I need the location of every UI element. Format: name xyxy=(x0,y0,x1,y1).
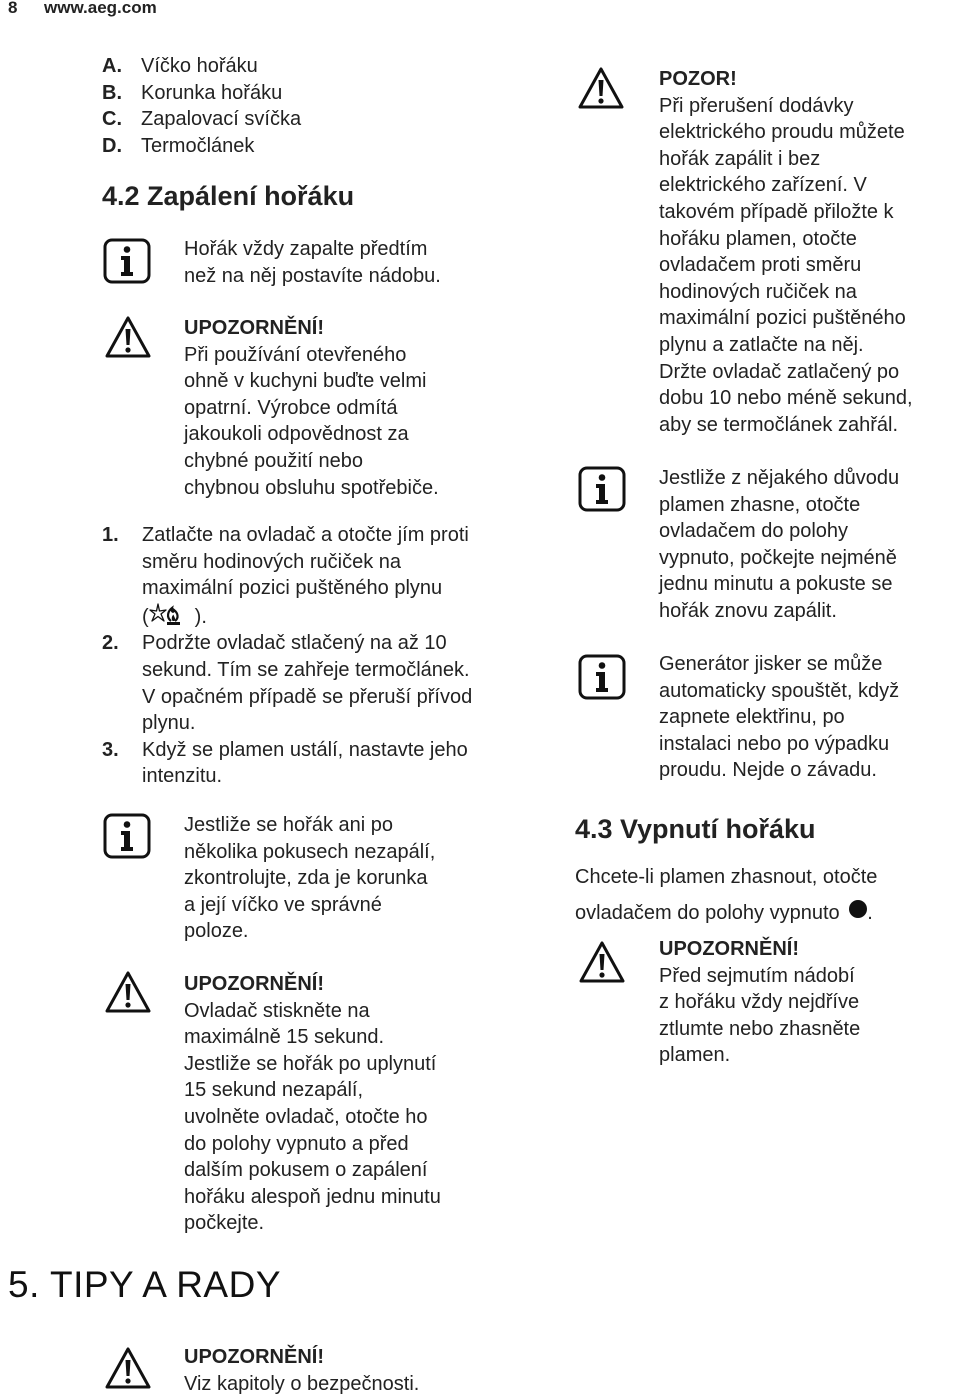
ignition-steps xyxy=(102,522,542,790)
warning-title: UPOZORNĚNÍ! xyxy=(184,1346,324,1368)
list-item: B. Korunka hořáku xyxy=(102,81,283,104)
off-position-dot-icon xyxy=(849,900,867,918)
page-number: 8 xyxy=(8,0,18,17)
warning-title: UPOZORNĚNÍ! xyxy=(184,973,324,995)
warning-note-3: UPOZORNĚNÍ! Viz kapitoly o bezpečnosti. xyxy=(184,1346,420,1395)
warning-icon xyxy=(577,66,625,110)
max-flame-symbol-icon xyxy=(149,602,195,628)
warning-title: UPOZORNĚNÍ! xyxy=(184,317,324,339)
info-note-1: Hořák vždy zapalte předtím než na něj postavíte nádobu. xyxy=(184,238,441,287)
parts-list xyxy=(102,53,422,159)
section-heading-4-3: 4.3 Vypnutí hořáku xyxy=(575,814,816,844)
info-icon xyxy=(578,654,626,700)
info-note-2: Jestliže se hořák ani po několika pokusech nezapálí, zkontrolujte, zda je korunka a její víčko ve správné poloze. xyxy=(184,814,436,943)
section-4-3-text: Chcete-li plamen zhasnout, otočte ovladačem do polohy vypnuto . xyxy=(575,866,878,924)
warning-note-2: UPOZORNĚNÍ! Ovladač stiskněte na maximálně 15 sekund. Jestliže se hořák po uplynutí 15 sekund nezapálí, uvolněte ovladač, otočte ho do polohy vypnuto a před dalším pokusem o zapálení hořáku alespoň jednu minutu počkejte. xyxy=(184,973,441,1235)
warning-note-4: UPOZORNĚNÍ! Před sejmutím nádobí z hořáku vždy nejdříve ztlumte nebo zhasněte plamen. xyxy=(659,938,861,1067)
info-icon xyxy=(103,238,151,284)
caution-title: POZOR! xyxy=(659,68,737,90)
step-3: 3. Když se plamen ustálí, nastavte jeho intenzitu. xyxy=(102,738,468,788)
section-heading-5: 5. TIPY A RADY xyxy=(8,1264,281,1305)
step-2: 2. Podržte ovladač stlačený na až 10 sekund. Tím se zahřeje termočlánek. V opačném případě se přeruší přívod plynu. xyxy=(102,632,473,735)
warning-title: UPOZORNĚNÍ! xyxy=(659,938,799,960)
info-note-3: Jestliže z nějakého důvodu plamen zhasne, otočte ovladačem do polohy vypnuto, počkejte nejméně jednu minutu a pokuste se hořák znovu zapálit. xyxy=(659,467,900,622)
list-item: A. Víčko hořáku xyxy=(102,55,258,77)
info-icon xyxy=(578,466,626,512)
list-item: D. Termočlánek xyxy=(102,134,255,157)
site-url[interactable]: www.aeg.com xyxy=(44,0,157,17)
warning-icon xyxy=(578,940,626,984)
step-1: 1. Zatlačte na ovladač a otočte jím proti směru hodinových ručiček na maximální pozici puštěného plynu ( ). xyxy=(102,524,469,628)
warning-icon xyxy=(104,1346,152,1390)
caution-note: POZOR! Při přerušení dodávky elektrického proudu můžete hořák zapálit i bez elektrického zařízení. V takovém případě přiložte k hořáku plamen, otočte ovladačem proti směru hodinových ručiček na maximální pozici puštěného plynu a zatlačte na něj. Držte ovladač zatlačený po dobu 10 nebo méně sekund, aby se termočlánek zahřál. xyxy=(659,68,913,436)
warning-icon xyxy=(104,315,152,359)
warning-icon xyxy=(104,970,152,1014)
info-note-4: Generátor jisker se může automaticky spouštět, když zapnete elektřinu, po instalaci nebo po výpadku proudu. Nejde o závadu. xyxy=(659,653,900,782)
warning-note-1: UPOZORNĚNÍ! Při používání otevřeného ohně v kuchyni buďte velmi opatrní. Výrobce odmítá jakoukoli odpovědnost za chybné použití nebo chybnou obsluhu spotřebiče. xyxy=(184,317,439,499)
section-heading-4-2: 4.2 Zapálení hořáku xyxy=(102,181,355,211)
list-item: C. Zapalovací svíčka xyxy=(102,108,302,131)
info-icon xyxy=(103,813,151,859)
